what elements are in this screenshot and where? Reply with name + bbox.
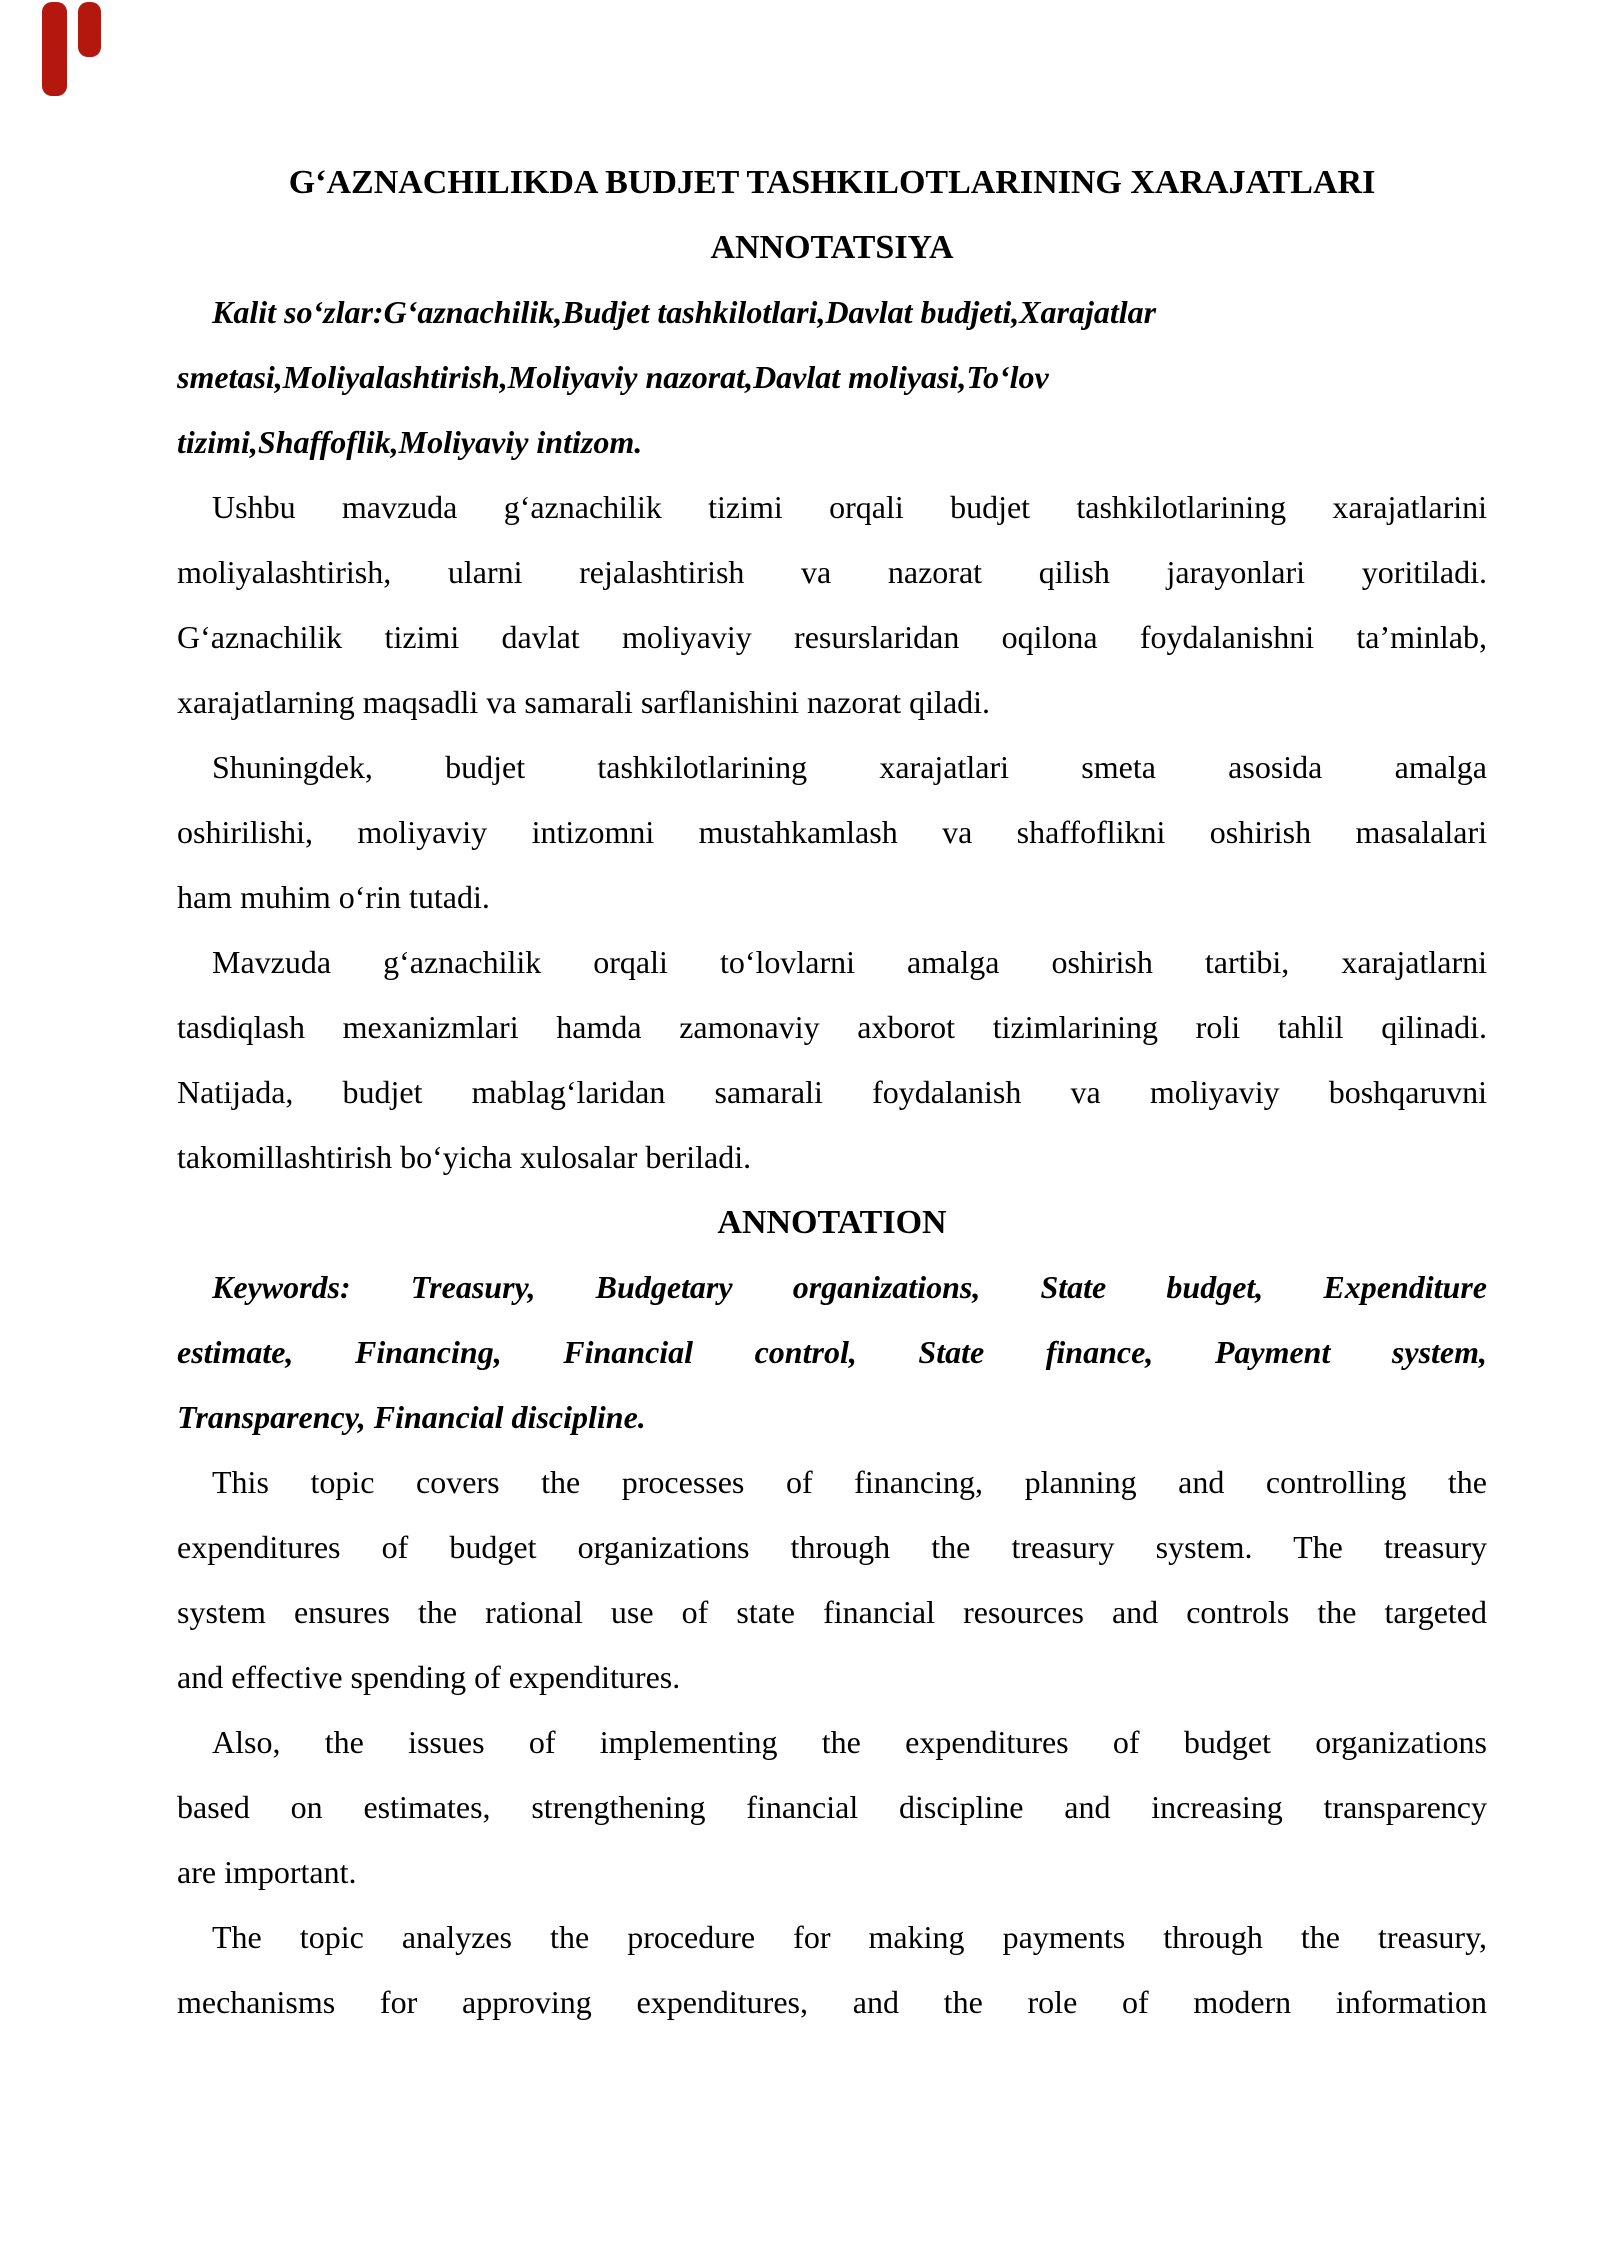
- para-en-2-line-2: based on estimates, strengthening financial discipline and increasing transparency: [177, 1789, 1487, 1825]
- para-en-1-line-3: system ensures the rational use of state financial resources and controls the targeted: [177, 1594, 1487, 1630]
- heading-annotation-line-1: ANNOTATION: [717, 1204, 947, 1241]
- para-uz-3-line-1: Mavzuda g‘aznachilik orqali to‘lovlarni amalga oshirish tartibi, xarajatlarni: [212, 944, 1487, 980]
- title: [177, 150, 1487, 215]
- para-en-1-line-4: and effective spending of expenditures.: [177, 1659, 681, 1695]
- para-uz-3-line-3: Natijada, budjet mablag‘laridan samarali foydalanish va moliyaviy boshqaruvni: [177, 1074, 1487, 1110]
- para-uz-3-line-2: tasdiqlash mexanizmlari hamda zamonaviy axborot tizimlarining roli tahlil qilinadi.: [177, 1009, 1487, 1045]
- keywords-uz-line-1: Kalit so‘zlar:G‘aznachilik,Budjet tashkilotlari,Davlat budjeti,Xarajatlar: [212, 294, 1157, 330]
- para-uz-2: [177, 735, 1487, 930]
- para-uz-1-line-1: Ushbu mavzuda g‘aznachilik tizimi orqali budjet tashkilotlarining xarajatlarini: [212, 489, 1487, 525]
- title-line-1: G‘AZNACHILIKDA BUDJET TASHKILOTLARINING XARAJATLARI: [288, 164, 1376, 201]
- para-uz-1-line-4: xarajatlarning maqsadli va samarali sarflanishini nazorat qiladi.: [177, 684, 991, 720]
- para-en-2: [177, 1710, 1487, 1905]
- para-uz-2-line-1: Shuningdek, budjet tashkilotlarining xarajatlari smeta asosida amalga: [212, 749, 1487, 785]
- keywords-en-line-3: Transparency, Financial discipline.: [177, 1399, 646, 1435]
- keywords-en-line-1: Keywords: Treasury, Budgetary organizations, State budget, Expenditure: [212, 1269, 1487, 1305]
- heading-annotatsiya: [177, 215, 1487, 280]
- para-en-3-line-1: The topic analyzes the procedure for making payments through the treasury,: [212, 1919, 1487, 1955]
- red-pen-stroke-1: [42, 2, 67, 96]
- keywords-en: [177, 1255, 1487, 1450]
- para-uz-2-line-2: oshirilishi, moliyaviy intizomni mustahkamlash va shaffoflikni oshirish masalalari: [177, 814, 1487, 850]
- para-en-1-line-1: This topic covers the processes of financing, planning and controlling the: [212, 1464, 1487, 1500]
- para-en-1: [177, 1450, 1487, 1710]
- para-en-2-line-3: are important.: [177, 1854, 357, 1890]
- keywords-uz-line-3: tizimi,Shaffoflik,Moliyaviy intizom.: [177, 424, 643, 460]
- keywords-uz-line-2: smetasi,Moliyalashtirish,Moliyaviy nazorat,Davlat moliyasi,To‘lov: [177, 359, 1049, 395]
- para-uz-3-line-4: takomillashtirish bo‘yicha xulosalar beriladi.: [177, 1139, 752, 1175]
- para-en-3: [177, 1905, 1487, 2035]
- heading-annotatsiya-line-1: ANNOTATSIYA: [710, 229, 954, 266]
- para-uz-1: [177, 475, 1487, 735]
- keywords-uz: [177, 280, 1487, 475]
- keywords-en-line-2: estimate, Financing, Financial control, State finance, Payment system,: [177, 1334, 1487, 1370]
- document-content: [177, 150, 1487, 2035]
- para-uz-1-line-3: G‘aznachilik tizimi davlat moliyaviy resurslaridan oqilona foydalanishni ta’minlab,: [177, 619, 1487, 655]
- para-en-1-line-2: expenditures of budget organizations through the treasury system. The treasury: [177, 1529, 1487, 1565]
- red-pen-stroke-2: [78, 2, 101, 57]
- para-en-2-line-1: Also, the issues of implementing the expenditures of budget organizations: [212, 1724, 1487, 1760]
- para-uz-3: [177, 930, 1487, 1190]
- para-uz-1-line-2: moliyalashtirish, ularni rejalashtirish va nazorat qilish jarayonlari yoritiladi.: [177, 554, 1487, 590]
- para-en-3-line-2: mechanisms for approving expenditures, and the role of modern information: [177, 1984, 1487, 2020]
- heading-annotation: [177, 1190, 1487, 1255]
- para-uz-2-line-3: ham muhim o‘rin tutadi.: [177, 879, 490, 915]
